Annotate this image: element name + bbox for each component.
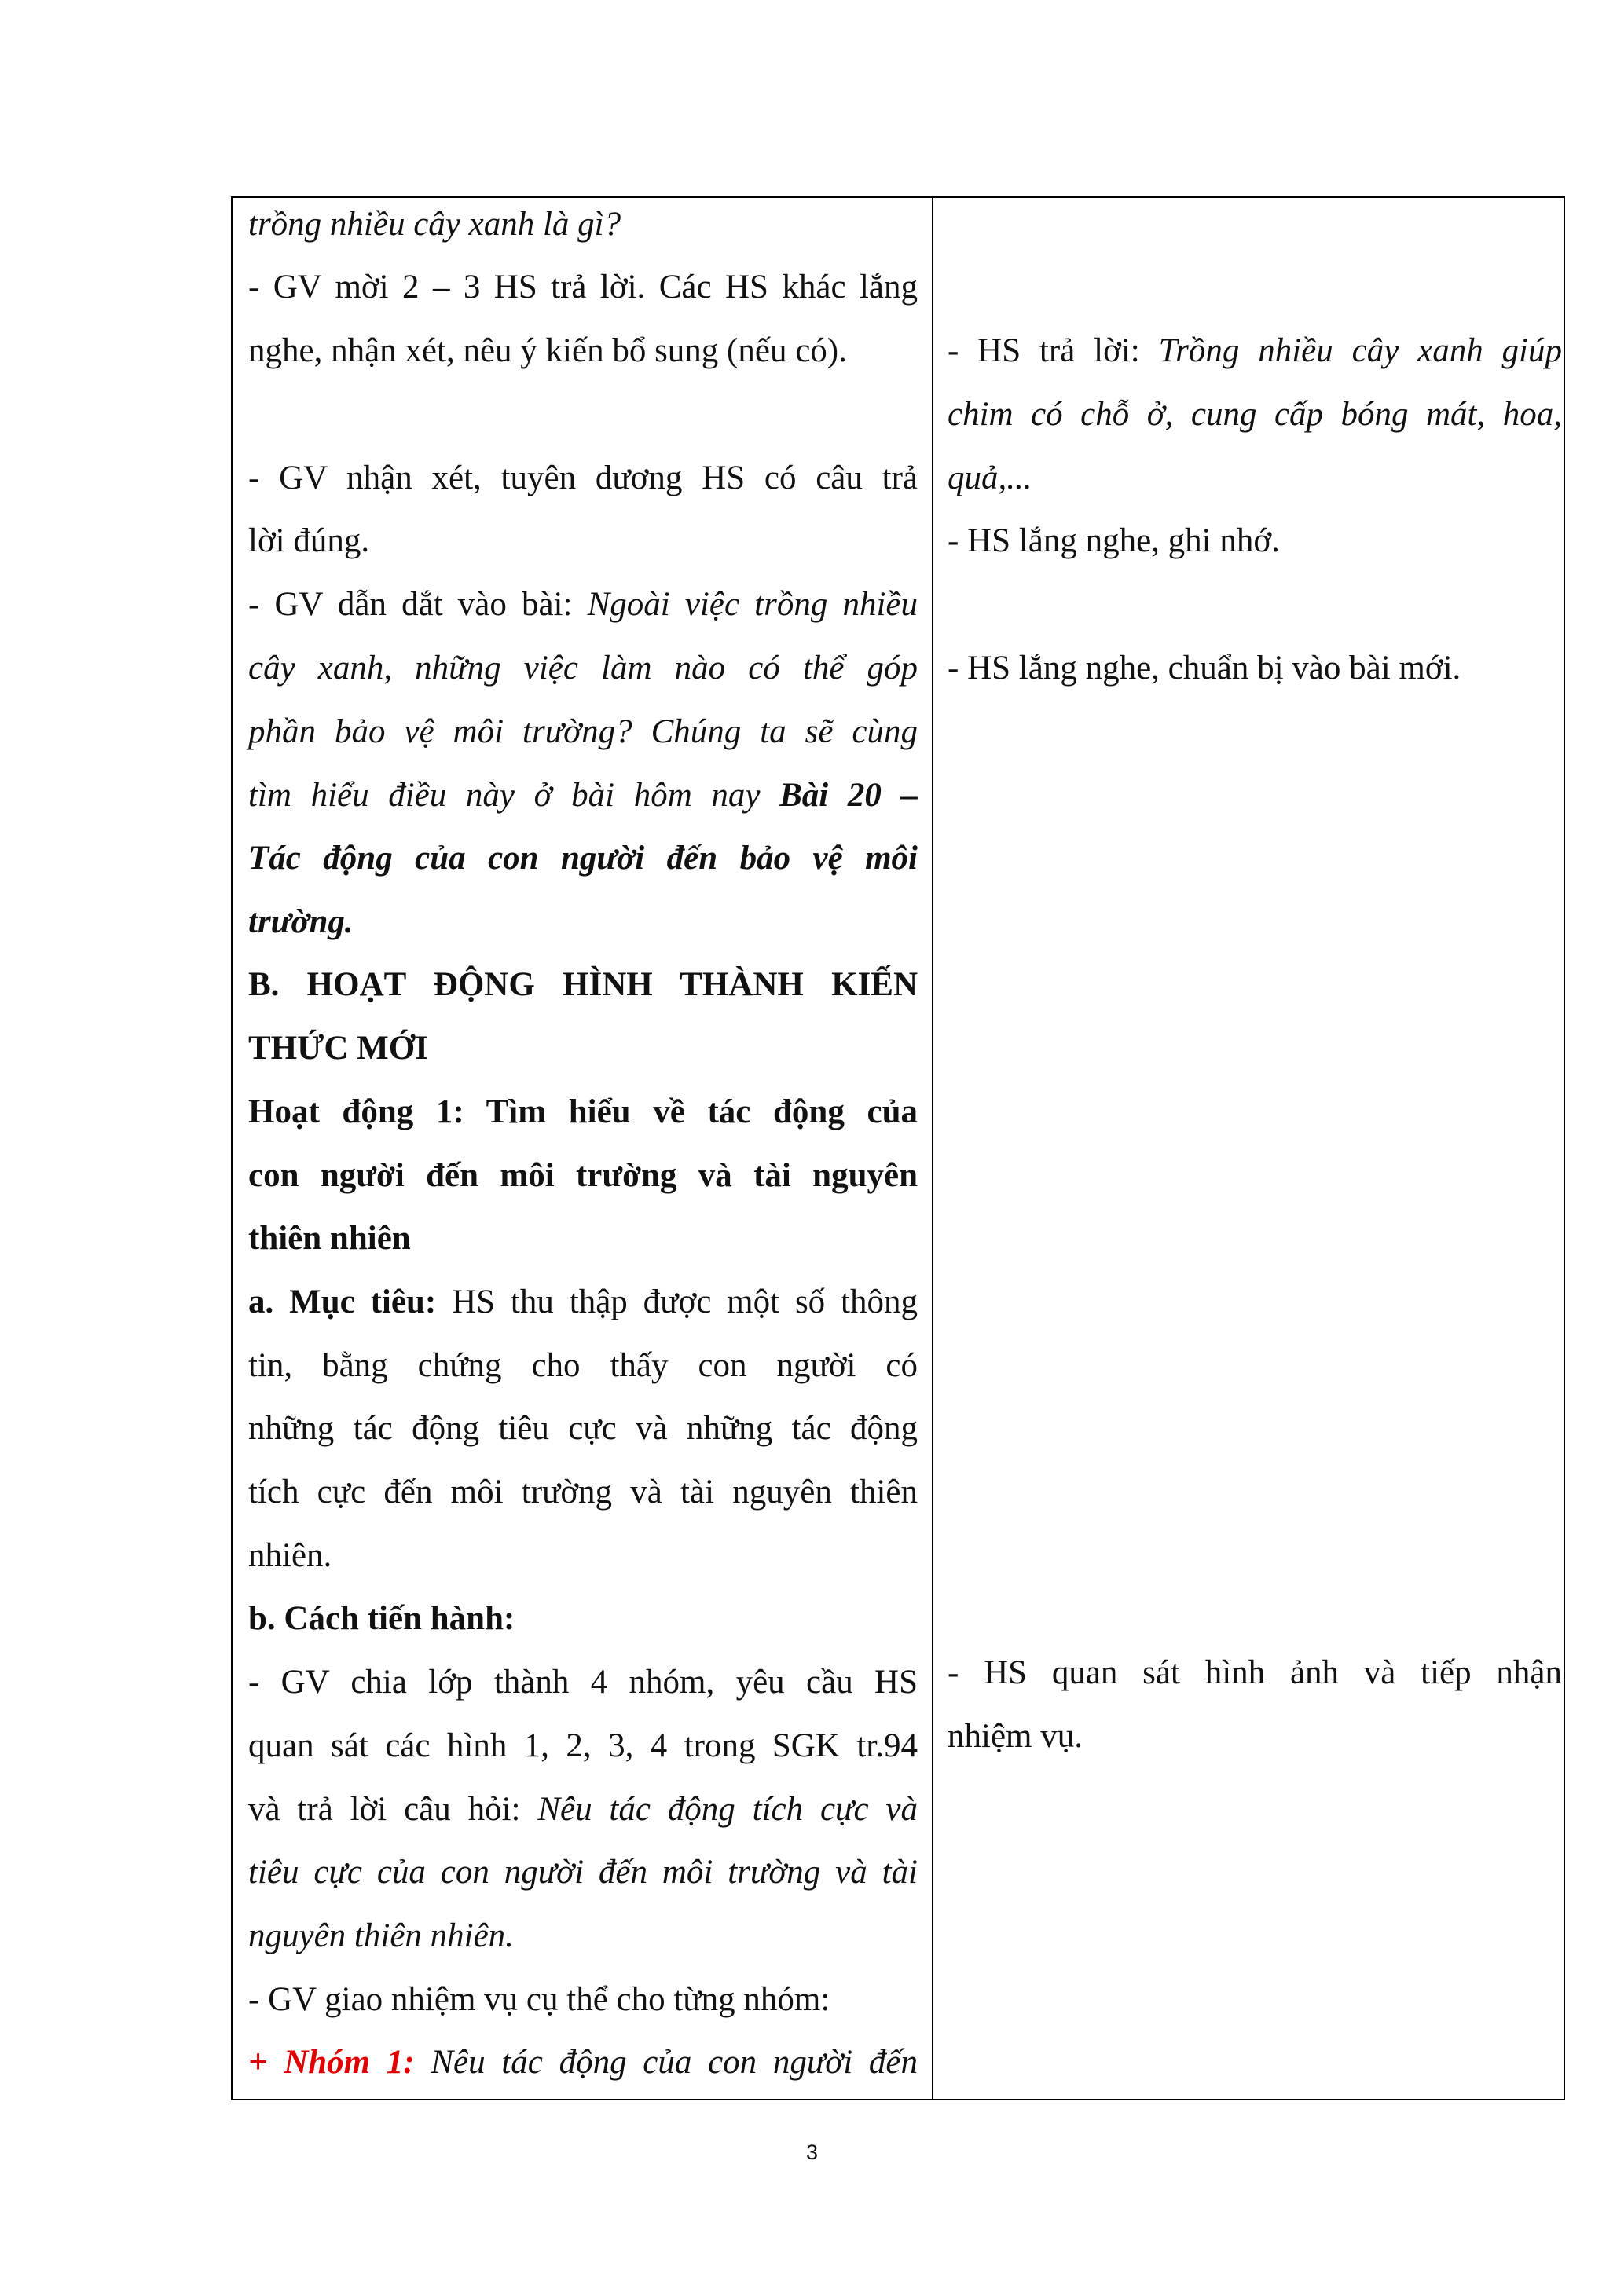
text-line: nguyên thiên nhiên. — [248, 1917, 514, 1954]
text-line: nghe, nhận xét, nêu ý kiến bổ sung (nếu có). — [248, 332, 847, 369]
text-span: và trả lời câu hỏi: — [248, 1791, 538, 1828]
text-line — [948, 331, 1562, 372]
text-line: phần bảo vệ môi trường? Chúng ta sẽ cùng — [248, 713, 918, 750]
text-line — [248, 2042, 918, 2083]
text-line — [248, 1789, 918, 1830]
text-span: Ngoài việc trồng nhiều — [587, 586, 918, 623]
text-line: - HS quan sát hình ảnh và tiếp nhận — [948, 1654, 1562, 1691]
text-line — [248, 775, 918, 816]
text-span: HS thu thập được một số thông — [436, 1283, 918, 1320]
text-line: lời đúng. — [248, 522, 370, 559]
text-span: - HS trả lời: — [948, 332, 1159, 369]
lesson-title-text: Bài 20 – — [779, 777, 918, 814]
text-line: tin, bằng chứng cho thấy con người có — [248, 1347, 918, 1384]
text-line: - GV giao nhiệm vụ cụ thể cho từng nhóm: — [248, 1981, 830, 2018]
text-line: tích cực đến môi trường và tài nguyên thiên — [248, 1474, 918, 1511]
activity-heading: Hoạt động 1: Tìm hiểu về tác động của — [248, 1093, 918, 1130]
text-line: tiêu cực của con người đến môi trường và tài — [248, 1854, 918, 1891]
text-line — [248, 584, 918, 625]
text-span: Trồng nhiều cây xanh giúp — [1158, 332, 1563, 369]
teacher-activities-column — [233, 198, 933, 2099]
text-span: tìm hiểu điều này ở bài hôm nay — [248, 777, 780, 814]
activity-heading: con người đến môi trường và tài nguyên — [248, 1157, 918, 1194]
activity-heading: thiên nhiên — [248, 1220, 411, 1257]
text-line: quan sát các hình 1, 2, 3, 4 trong SGK tr.94 — [248, 1727, 918, 1764]
text-line: nhiên. — [248, 1537, 332, 1574]
text-line — [248, 1282, 918, 1323]
page-number: 3 — [805, 2140, 819, 2164]
text-line: trồng nhiều cây xanh là gì? — [248, 206, 621, 243]
text-line: - HS lắng nghe, ghi nhớ. — [948, 522, 1280, 559]
section-heading: B. HOẠT ĐỘNG HÌNH THÀNH KIẾN — [248, 966, 918, 1003]
text-line: những tác động tiêu cực và những tác động — [248, 1410, 918, 1447]
lesson-table — [231, 196, 1565, 2100]
lesson-title-text: trường. — [248, 903, 354, 940]
section-heading: THỨC MỚI — [248, 1030, 428, 1067]
objective-label: a. Mục tiêu: — [248, 1283, 437, 1320]
text-line: cây xanh, những việc làm nào có thể góp — [248, 650, 918, 687]
text-line: chim có chỗ ở, cung cấp bóng mát, hoa, — [948, 396, 1562, 433]
text-line: - GV nhận xét, tuyên dương HS có câu trả — [248, 460, 918, 496]
student-activities-column — [933, 198, 1564, 2099]
text-line: - GV chia lớp thành 4 nhóm, yêu cầu HS — [248, 1664, 918, 1701]
text-line: nhiệm vụ. — [948, 1718, 1083, 1755]
text-line: - HS lắng nghe, chuẩn bị vào bài mới. — [948, 650, 1461, 687]
text-span: Nêu tác động tích cực và — [537, 1791, 918, 1828]
text-line: - GV mời 2 – 3 HS trả lời. Các HS khác lắng — [248, 269, 918, 306]
group-label: + Nhóm 1: — [248, 2044, 415, 2081]
procedure-label: b. Cách tiến hành: — [248, 1600, 515, 1637]
text-span: Nêu tác động của con người đến — [414, 2044, 918, 2081]
lesson-title-text: Tác động của con người đến bảo vệ môi — [248, 840, 918, 877]
text-line: quả,... — [948, 460, 1032, 496]
text-span: - GV dẫn dắt vào bài: — [248, 586, 588, 623]
